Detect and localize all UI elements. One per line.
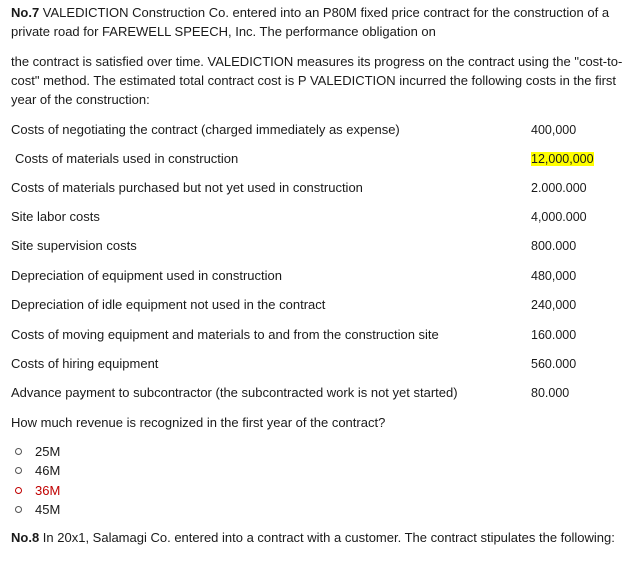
cost-label-depreciation-used: Depreciation of equipment used in construction (11, 268, 282, 283)
cost-value-moving-equipment: 160.000 (531, 328, 577, 342)
cost-label-hiring-equipment: Costs of hiring equipment (11, 356, 159, 371)
cost-label-moving-equipment: Costs of moving equipment and materials to and from the construction site (11, 327, 439, 342)
cost-value-advance-payment: 80.000 (531, 386, 570, 400)
cost-label-site-labor: Site labor costs (11, 209, 100, 224)
cost-value-depreciation-idle: 240,000 (531, 298, 577, 312)
problem-8-text (11, 530, 615, 546)
option-label: 45M (35, 502, 61, 517)
problem-8-body: In 20x1, Salamagi Co. entered into a contract with a customer. The contract stipulates the following: (42, 530, 615, 545)
cost-label-negotiating: Costs of negotiating the contract (charged immediately as expense) (11, 122, 400, 137)
cost-value-site-supervision: 800.000 (531, 239, 577, 253)
cost-label-site-supervision: Site supervision costs (11, 238, 137, 253)
cost-value-hiring-equipment: 560.000 (531, 357, 577, 371)
cost-value-site-labor: 4,000.000 (531, 210, 587, 224)
radio-circle-icon (15, 487, 22, 494)
option-45m[interactable] (35, 502, 60, 518)
cost-label-materials-used: Costs of materials used in construction (15, 151, 239, 166)
radio-circle-icon (15, 448, 22, 455)
option-label: 46M (35, 463, 61, 478)
option-25m[interactable] (35, 444, 60, 460)
problem-7-intro-line-1: VALEDICTION Construction Co. entered into an P80M fixed price contract for the construction of a (42, 5, 610, 20)
problem-8-number: No.8 (11, 530, 40, 545)
cost-value-depreciation-used: 480,000 (531, 269, 577, 283)
problem-7-body-line-1: the contract is satisfied over time. VALEDICTION measures its progress on the contract using the "cost-to- (11, 54, 623, 69)
problem-7-intro-line-2: private road for FAREWELL SPEECH, Inc. The performance obligation on (11, 24, 436, 39)
cost-label-depreciation-idle: Depreciation of idle equipment not used in the contract (11, 297, 326, 312)
cost-value-negotiating: 400,000 (531, 123, 577, 137)
option-label: 36M (35, 483, 61, 498)
highlighted-value: 12,000,000 (531, 152, 594, 166)
cost-value-materials-used (531, 151, 594, 167)
radio-circle-icon (15, 467, 22, 474)
cost-label-materials-unused: Costs of materials purchased but not yet used in construction (11, 180, 363, 195)
problem-7-body-line-3: year of the construction: (11, 92, 150, 107)
option-label: 25M (35, 444, 61, 459)
question-text: How much revenue is recognized in the first year of the contract? (11, 415, 386, 430)
option-36m[interactable] (35, 483, 60, 499)
problem-7-number: No.7 (11, 5, 40, 20)
problem-7-body (11, 52, 626, 109)
problem-7-body-line-2: cost" method. The estimated total contract cost is P VALEDICTION incurred the following costs in the first (11, 73, 617, 88)
cost-label-advance-payment: Advance payment to subcontractor (the subcontracted work is not yet started) (11, 385, 458, 400)
option-46m[interactable] (35, 463, 60, 479)
cost-value-materials-unused: 2.000.000 (531, 181, 587, 195)
radio-circle-icon (15, 506, 22, 513)
problem-7-intro (11, 3, 626, 41)
